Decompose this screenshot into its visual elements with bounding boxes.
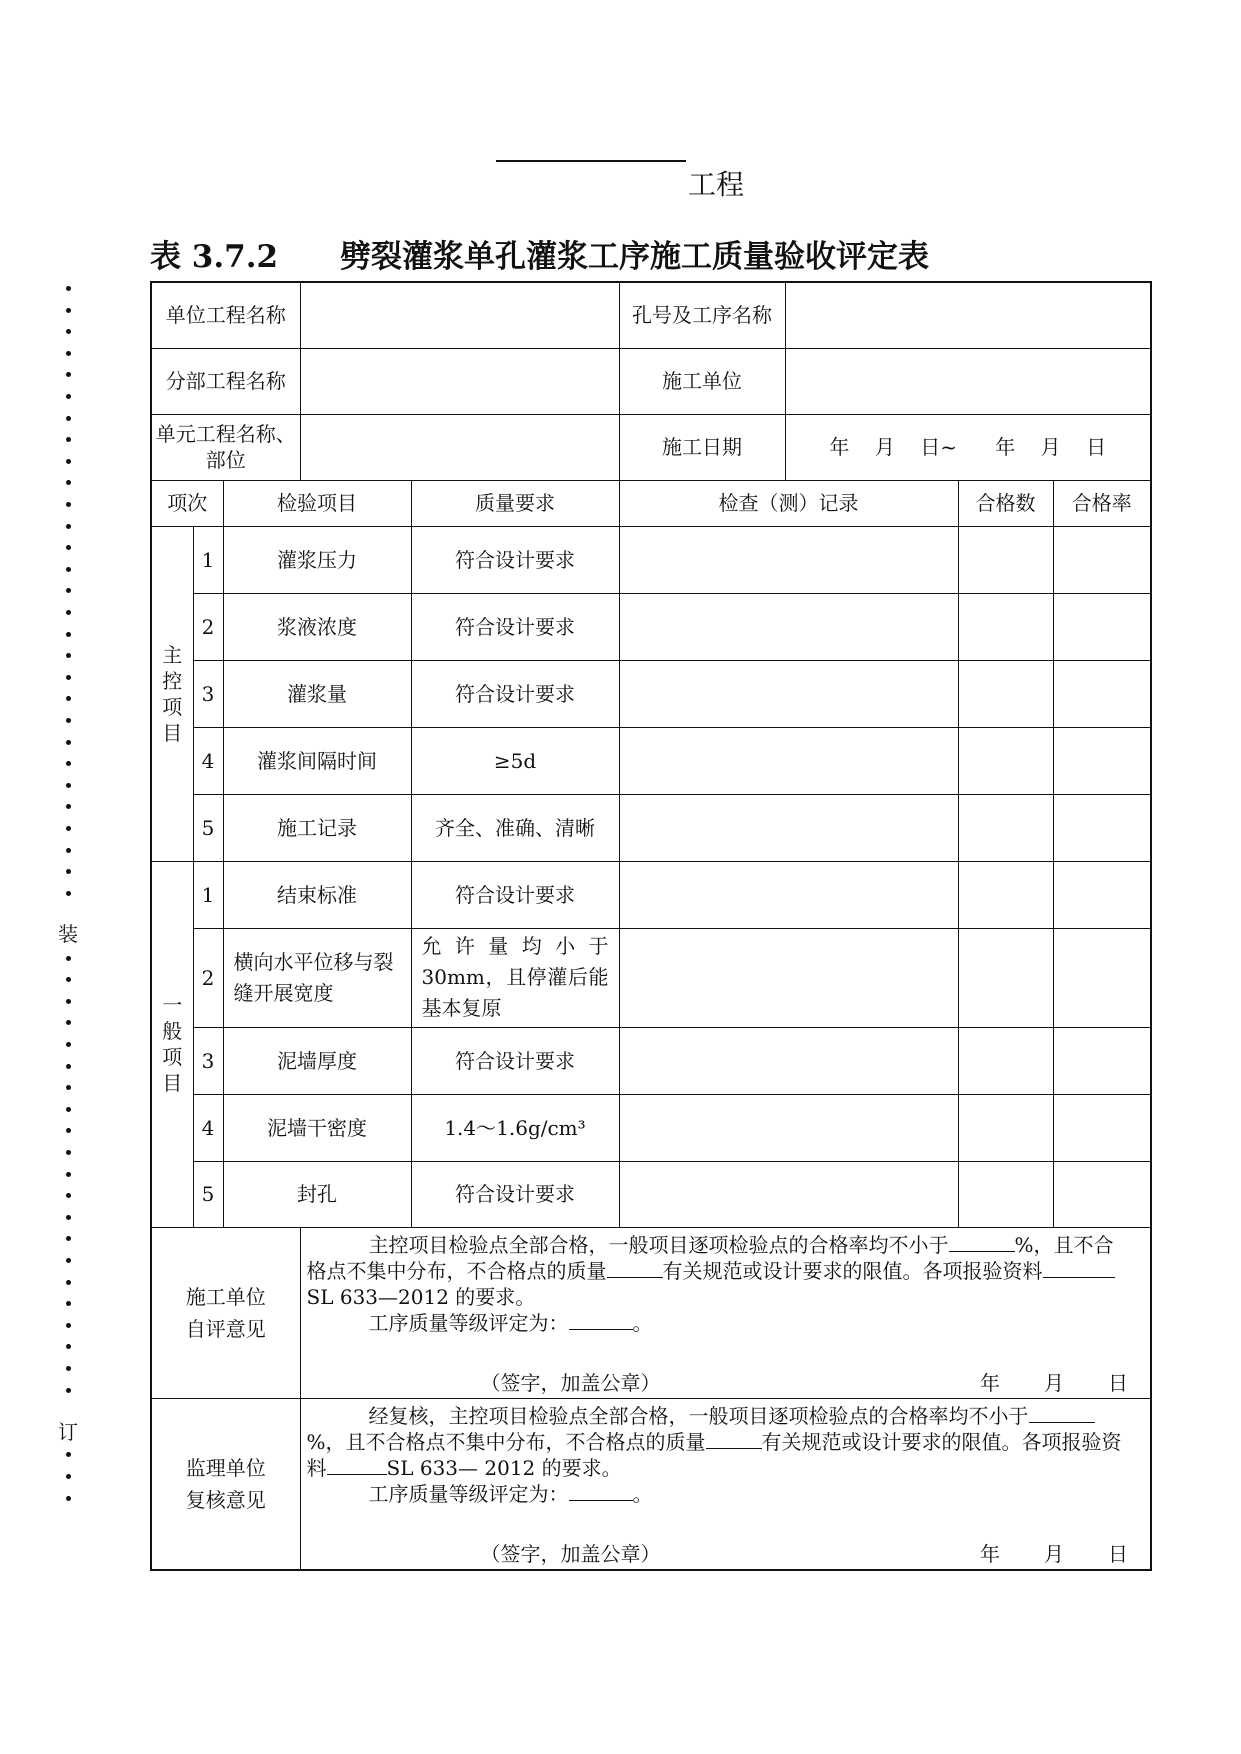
qualified-rate-field[interactable] — [1053, 1027, 1151, 1094]
item-requirement: 符合设计要求 — [411, 660, 619, 727]
binding-dot — [66, 999, 71, 1004]
form-title: 劈裂灌浆单孔灌浆工序施工质量验收评定表 — [340, 239, 929, 275]
date-day-2: 日 — [1086, 435, 1107, 459]
supervisor-review-opinion[interactable]: 经复核，主控项目检验点全部合格，一般项目逐项检验点的合格率均不小于%，且不合格点不集中分布，不合格点的质量 有关规范或设计要求的限值。各项报验资料 SL 633— 2012 的要求。 工序质量等级评定为： 。 （签字，加盖公章） 年 月 日 — [300, 1398, 1151, 1570]
table-row — [151, 526, 1151, 593]
binding-dot — [66, 783, 71, 788]
date-day-from: 日~ — [920, 435, 958, 459]
qualified-rate-field[interactable] — [1053, 861, 1151, 928]
date-year-2: 年 — [995, 435, 1016, 459]
qualified-count-field[interactable] — [958, 593, 1053, 660]
qualified-rate-field[interactable] — [1053, 1161, 1151, 1227]
binding-dot — [66, 1085, 71, 1090]
item-number: 3 — [193, 660, 223, 727]
binding-dot — [66, 1388, 71, 1393]
division-project-field[interactable] — [300, 348, 619, 414]
binding-dot — [66, 1150, 71, 1155]
date-year: 年 — [829, 435, 850, 459]
qualified-rate-field[interactable] — [1053, 1094, 1151, 1161]
qualified-rate-field[interactable] — [1053, 526, 1151, 593]
binding-dot — [66, 437, 71, 442]
project-name-blank[interactable] — [496, 160, 686, 162]
binding-dot — [66, 1064, 71, 1069]
binding-dot — [66, 1474, 71, 1479]
supervisor-review-label: 监理单位 复核意见 — [151, 1398, 300, 1570]
binding-dot — [66, 1496, 71, 1501]
record-field[interactable] — [619, 1161, 958, 1227]
table-row — [151, 593, 1151, 660]
binding-dot — [66, 329, 71, 334]
item-name: 泥墙干密度 — [223, 1094, 411, 1161]
qualified-rate-field[interactable] — [1053, 727, 1151, 794]
table-row — [151, 861, 1151, 928]
item-number: 2 — [193, 593, 223, 660]
item-name: 灌浆压力 — [223, 526, 411, 593]
item-name: 横向水平位移与裂缝开展宽度 — [223, 928, 411, 1027]
binding-dot — [66, 1193, 71, 1198]
item-requirement: 符合设计要求 — [411, 1027, 619, 1094]
binding-dot — [66, 1172, 71, 1177]
construction-date-field[interactable] — [785, 414, 1151, 480]
binding-dot — [66, 394, 71, 399]
binding-dot — [66, 502, 71, 507]
item-name: 封孔 — [223, 1161, 411, 1227]
binding-dot — [66, 632, 71, 637]
binding-dot — [66, 524, 71, 529]
group-main-control: 主 控 项 目 — [151, 526, 193, 861]
item-name: 结束标准 — [223, 861, 411, 928]
binding-dot — [66, 1323, 71, 1328]
self-eval-label: 施工单位 自评意见 — [151, 1227, 300, 1398]
item-name: 灌浆间隔时间 — [223, 727, 411, 794]
construction-unit-label: 施工单位 — [619, 348, 785, 414]
binding-dot — [66, 826, 71, 831]
binding-dot — [66, 891, 71, 896]
item-name: 灌浆量 — [223, 660, 411, 727]
qualified-count-field[interactable] — [958, 727, 1053, 794]
qualified-count-field[interactable] — [958, 928, 1053, 1027]
col-item-no: 项次 — [151, 480, 223, 526]
binding-dot — [66, 1366, 71, 1371]
binding-dot — [66, 718, 71, 723]
acceptance-form-table — [150, 281, 1152, 1571]
table-row — [151, 928, 1151, 1027]
binding-dot — [66, 610, 71, 615]
unit-project-label: 单位工程名称 — [151, 282, 300, 348]
item-requirement: ≥5d — [411, 727, 619, 794]
division-project-label: 分部工程名称 — [151, 348, 300, 414]
item-requirement: 1.4～1.6g/cm³ — [411, 1094, 619, 1161]
item-number: 1 — [193, 526, 223, 593]
element-project-label: 单元工程名称、部位 — [151, 414, 300, 480]
item-number: 5 — [193, 1161, 223, 1227]
binding-dot — [66, 848, 71, 853]
col-inspection-item: 检验项目 — [223, 480, 411, 526]
binding-dot — [66, 459, 71, 464]
col-inspection-record: 检查（测）记录 — [619, 480, 958, 526]
qualified-count-field[interactable] — [958, 1027, 1053, 1094]
binding-dot — [66, 567, 71, 572]
binding-dot — [66, 286, 71, 291]
item-requirement: 齐全、准确、清晰 — [411, 794, 619, 861]
binding-dot — [66, 675, 71, 680]
binding-dot — [66, 869, 71, 874]
qualified-count-field[interactable] — [958, 660, 1053, 727]
hole-process-field[interactable] — [785, 282, 1151, 348]
binding-dot — [66, 1107, 71, 1112]
construction-unit-field[interactable] — [785, 348, 1151, 414]
binding-dot — [66, 1301, 71, 1306]
binding-dot — [66, 1042, 71, 1047]
binding-label-top: 装 — [58, 922, 78, 946]
record-field[interactable] — [619, 727, 958, 794]
item-number: 2 — [193, 928, 223, 1027]
binding-dot — [66, 1020, 71, 1025]
item-number: 4 — [193, 1094, 223, 1161]
item-requirement: 符合设计要求 — [411, 526, 619, 593]
group-general: 一 般 项 目 — [151, 861, 193, 1227]
sign-label: （签字，加盖公章） — [480, 1542, 661, 1566]
binding-label-bottom: 订 — [58, 1420, 78, 1444]
construction-date-label: 施工日期 — [619, 414, 785, 480]
self-eval-sign-row — [301, 1366, 1151, 1396]
table-row — [151, 1094, 1151, 1161]
binding-dot — [66, 1215, 71, 1220]
item-requirement: 允许量均小于30mm，且停灌后能基本复原 — [411, 928, 619, 1027]
project-suffix: 工程 — [688, 168, 745, 201]
binding-dot — [66, 1452, 71, 1457]
item-number: 4 — [193, 727, 223, 794]
qualified-rate-field[interactable] — [1053, 794, 1151, 861]
qualified-count-field[interactable] — [958, 1161, 1053, 1227]
binding-dot — [66, 1236, 71, 1241]
form-number: 表 3.7.2 — [150, 239, 279, 275]
qualified-rate-field[interactable] — [1053, 660, 1151, 727]
qualified-count-field[interactable] — [958, 1094, 1053, 1161]
item-name: 泥墙厚度 — [223, 1027, 411, 1094]
record-field[interactable] — [619, 593, 958, 660]
binding-dot — [66, 956, 71, 961]
col-qualified-rate: 合格率 — [1053, 480, 1151, 526]
binding-dot — [66, 1258, 71, 1263]
binding-dot — [66, 653, 71, 658]
table-row — [151, 660, 1151, 727]
record-field[interactable] — [619, 928, 958, 1027]
item-number: 3 — [193, 1027, 223, 1094]
qualified-count-field[interactable] — [958, 526, 1053, 593]
self-eval-opinion[interactable]: 主控项目检验点全部合格，一般项目逐项检验点的合格率均不小于 %，且不合格点不集中分布，不合格点的质量 有关规范或设计要求的限值。各项报验资料SL 633—2012 的要求。 工序质量等级评定为： 。 （签字，加盖公章） 年 月 日 — [300, 1227, 1151, 1398]
binding-dot — [66, 416, 71, 421]
qualified-count-field[interactable] — [958, 861, 1053, 928]
hole-process-label: 孔号及工序名称 — [619, 282, 785, 348]
item-name: 浆液浓度 — [223, 593, 411, 660]
binding-dot — [66, 740, 71, 745]
table-row — [151, 727, 1151, 794]
unit-project-field[interactable] — [300, 282, 619, 348]
item-requirement: 符合设计要求 — [411, 861, 619, 928]
sign-date: 年 月 日 — [980, 1542, 1128, 1566]
binding-dot — [66, 545, 71, 550]
item-requirement: 符合设计要求 — [411, 1161, 619, 1227]
supervisor-sign-row — [301, 1537, 1151, 1567]
item-number: 1 — [193, 861, 223, 928]
binding-dot — [66, 351, 71, 356]
binding-dot — [66, 372, 71, 377]
record-field[interactable] — [619, 1094, 958, 1161]
binding-dot — [66, 308, 71, 313]
record-field[interactable] — [619, 526, 958, 593]
table-row — [151, 794, 1151, 861]
record-field[interactable] — [619, 794, 958, 861]
item-requirement: 符合设计要求 — [411, 593, 619, 660]
record-field[interactable] — [619, 660, 958, 727]
binding-dot — [66, 696, 71, 701]
item-number: 5 — [193, 794, 223, 861]
qualified-rate-field[interactable] — [1053, 928, 1151, 1027]
col-quality-requirement: 质量要求 — [411, 480, 619, 526]
binding-dot — [66, 804, 71, 809]
qualified-count-field[interactable] — [958, 794, 1053, 861]
binding-dot — [66, 1280, 71, 1285]
record-field[interactable] — [619, 1027, 958, 1094]
binding-dot — [66, 480, 71, 485]
record-field[interactable] — [619, 861, 958, 928]
sign-label: （签字，加盖公章） — [480, 1370, 661, 1395]
sign-date: 年 月 日 — [980, 1370, 1128, 1395]
binding-dot — [66, 761, 71, 766]
binding-dot — [66, 1344, 71, 1349]
binding-dot — [66, 1128, 71, 1133]
table-row — [151, 1027, 1151, 1094]
binding-dot — [66, 977, 71, 982]
element-project-field[interactable] — [300, 414, 619, 480]
date-month-2: 月 — [1040, 435, 1061, 459]
col-qualified-count: 合格数 — [958, 480, 1053, 526]
table-row — [151, 1161, 1151, 1227]
qualified-rate-field[interactable] — [1053, 593, 1151, 660]
item-name: 施工记录 — [223, 794, 411, 861]
date-month: 月 — [874, 435, 895, 459]
binding-dot — [66, 588, 71, 593]
